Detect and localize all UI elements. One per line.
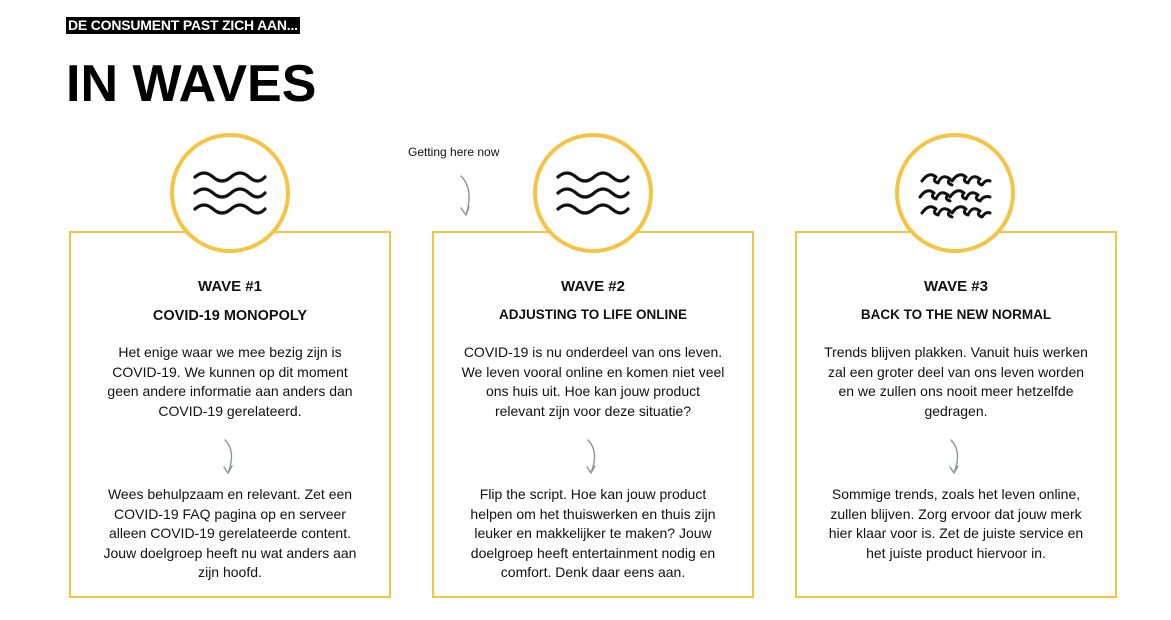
wave-2-badge bbox=[533, 133, 653, 253]
wave-number: WAVE #3 bbox=[924, 278, 988, 295]
wave-1-badge bbox=[170, 133, 290, 253]
wave-name: ADJUSTING TO LIFE ONLINE bbox=[498, 307, 687, 322]
calm-waves-icon bbox=[191, 165, 269, 221]
wave-description: Het enige waar we mee bezig zijn is COVID-19. We kunnen op dit moment geen andere informatie aan anders dan COVID-19 gerelateerd. bbox=[107, 344, 353, 419]
kicker-label: DE CONSUMENT PAST ZICH AAN... bbox=[68, 17, 298, 33]
curved-down-arrow-icon bbox=[217, 437, 243, 477]
wave-number: WAVE #2 bbox=[561, 278, 625, 295]
wave-card-2 bbox=[432, 231, 754, 598]
wave-name: BACK TO THE NEW NORMAL bbox=[860, 307, 1052, 322]
calm-waves-icon bbox=[554, 165, 632, 221]
curved-down-arrow-icon bbox=[943, 437, 969, 477]
wave-advice: Sommige trends, zoals het leven online, zullen blijven. Zorg ervoor dat jouw merk hier klaar voor is. Zet de juiste service en het juiste product hiervoor in. bbox=[828, 486, 1084, 561]
rough-waves-icon bbox=[916, 165, 994, 221]
wave-card-1 bbox=[69, 231, 391, 598]
wave-description: Trends blijven plakken. Vanuit huis werken zal een groter deel van ons leven worden en we zullen ons nooit meer hetzelfde gedragen. bbox=[824, 344, 1088, 419]
wave-card-3 bbox=[795, 231, 1117, 598]
wave-name: COVID-19 MONOPOLY bbox=[152, 308, 308, 324]
annotation-text: Getting here now bbox=[408, 145, 500, 159]
wave-description: COVID-19 is nu onderdeel van ons leven. We leven vooral online en komen niet veel ons huis uit. Hoe kan jouw product relevant zijn voor deze situatie? bbox=[461, 344, 725, 419]
curved-down-arrow-icon bbox=[454, 173, 480, 219]
wave-3-badge bbox=[895, 133, 1015, 253]
wave-number: WAVE #1 bbox=[198, 278, 262, 295]
wave-advice: Flip the script. Hoe kan jouw product helpen om het thuiswerken en thuis zijn leuker en makkelijker te maken? Jouw doelgroep heeft entertainment nodig en comfort. Denk daar eens aan. bbox=[470, 486, 716, 580]
wave-advice: Wees behulpzaam en relevant. Zet een COVID-19 FAQ pagina op en serveer alleen COVID-19 gerelateerde content. Jouw doelgroep heeft nu wat anders aan zijn hoofd. bbox=[103, 486, 357, 580]
curved-down-arrow-icon bbox=[580, 437, 606, 477]
page-title: IN WAVES bbox=[66, 55, 317, 113]
